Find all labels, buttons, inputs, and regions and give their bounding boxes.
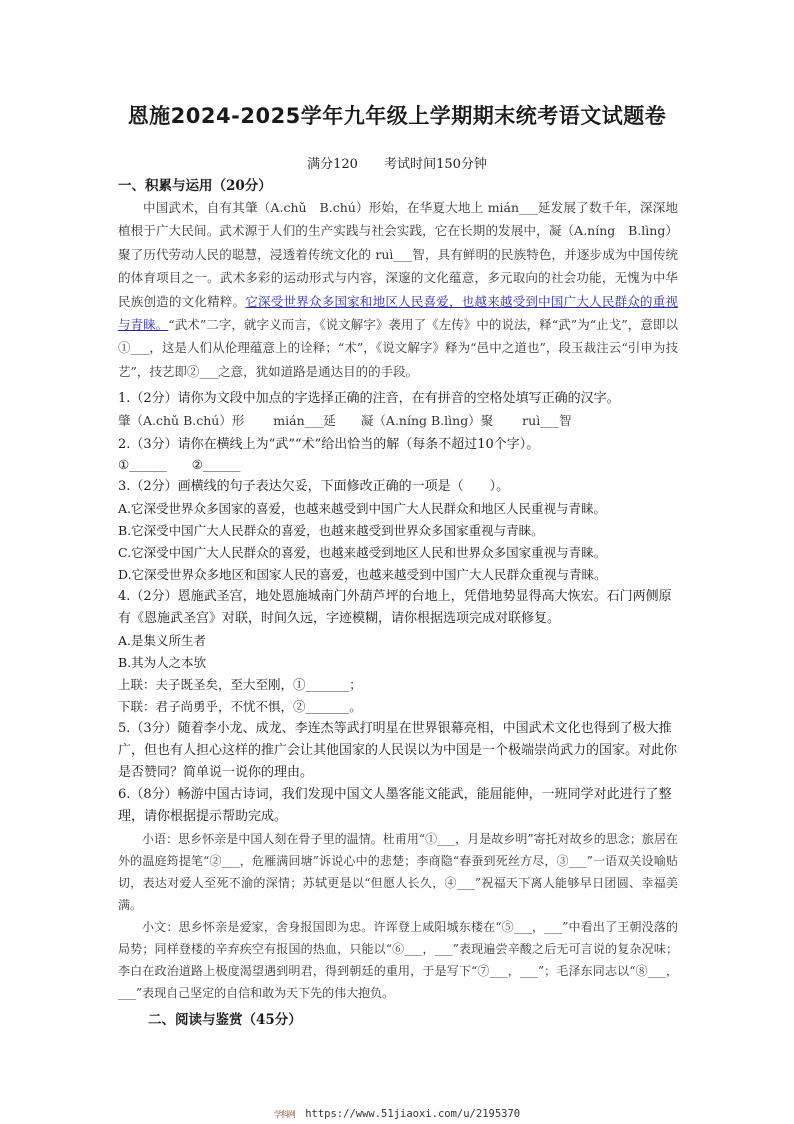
question-4-option-b: B.其为人之本欤	[118, 655, 207, 670]
question-3-option-c: C.它深受中国广大人民群众的喜爱，也越来越受到地区人民和世界众多国家重视与青睐。	[118, 545, 607, 560]
couplet-upper-line: 上联：夫子既圣矣，至大至刚，①_______；	[118, 677, 362, 692]
exam-time: 考试时间150分钟	[384, 157, 487, 172]
reading-passage	[118, 196, 678, 383]
question-2: 2.（3分）请你在横线上为“武”“术”给出恰当的解（每条不超过10个字）。	[118, 437, 540, 452]
couplet-lower-line: 下联：君子尚勇乎，不忧不惧，②_______。	[118, 699, 362, 714]
question-1-items: 肇（A.chǔ B.chú）形 mián___延 凝（A.níng B.lìng）聚 ruì___智	[118, 413, 572, 428]
question-3-option-b: B.它深受中国广大人民群众的喜爱，也越来越受到世界众多国家重视与青睐。	[118, 523, 544, 538]
full-score: 满分120	[307, 157, 358, 172]
exam-meta	[0, 153, 794, 172]
question-6-xiaoyu: 小语：思乡怀亲是中国人刻在骨子里的温情。杜甫用“①___，月是故乡明”寄托对故乡的思念；旅居在外的温庭筠提笔“②___，危雁满回塘”诉说心中的悲楚；李商隐“春蚕到死丝方尽，③___”一语双关设喻贴切，表达对爱人至死不渝的深情；苏轼更是以“但愿人长久，④___”祝福天下离人能够早日团圆、幸福美满。	[118, 832, 678, 912]
question-3-option-d: D.它深受世界众多地区和国家人民的喜爱，也越来越受到中国广大人民群众重视与青睐。	[118, 567, 607, 582]
question-6-xiaowen: 小文：思乡怀亲是爱家，舍身报国即为忠。许诨登上咸阳城东楼在“⑤___，___”中看出了王朝没落的局势；同样登楼的辛弃疾空有报国的热血，只能以“⑥___，___”表现遍尝辛酸之后无可言说的复杂况味；李白在政治道路上极度渴望遇到明君，得到朝廷的重用，于是写下“⑦___，___”；毛泽东同志以“⑧___，___”表现自己坚定的自信和敢为天下先的伟大抱负。	[118, 920, 678, 1000]
passage-part-1: 中国武术，自有其肇（A.chǔ B.chú）形始，在华夏大地上 mián___延发展了数千年，深深地植根于广大民间。武术源于人们的生产实践与社会实践，它在长期的发展中，凝（A.níng B.lìng）聚了历代劳动人民的聪慧，浸透着传统文化的 ruì___智，具有鲜明的民族特色，并逐步成为中国传统的体育项目之一。武术多彩的运动形式与内容，深邃的文化蕴意，多元取向的社会功能，无愧为中华民族创造的文化精粹。	[118, 200, 678, 309]
footer-logo: 学科网	[273, 1110, 295, 1119]
page-title: 恩施2024-2025学年九年级上学期期末统考语文试题卷	[127, 104, 667, 128]
section-1-heading: 一、积累与运用（20分）	[118, 178, 272, 194]
question-5: 5.（3分）随着李小龙、成龙、李连杰等武打明星在世界银幕亮相，中国武术文化也得到了极大推广，但也有人担心这样的推广会让其他国家的人民误以为中国是一个极端崇尚武力的国家。对此你是否赞同？简单说一说你的理由。	[118, 721, 678, 780]
passage-part-2: “武术”二字，就字义而言，《说文解字》袭用了《左传》中的说法，释“武”为“止戈”，意即以①___，这是人们从伦理蕴意上的诠释；“术”，《说文解字》释为“邑中之道也”，段玉裁注云“引申为技艺”，技艺即②___之意，犹如道路是通达目的的手段。	[118, 317, 678, 379]
question-2-blanks: ①______ ②______	[118, 457, 241, 472]
question-3-option-a: A.它深受世界众多国家的喜爱，也越来越受到中国广大人民群众和地区人民重视与青睐。	[118, 501, 607, 516]
question-1: 1.（2分）请你为文段中加点的字选择正确的注音，在有拼音的空格处填写正确的汉字。	[118, 391, 620, 406]
question-3: 3.（2分）画横线的句子表达欠妥，下面修改正确的一项是（ ）。	[118, 479, 510, 494]
question-4: 4.（2分）恩施武圣宫，地处恩施城南门外葫芦坪的台地上，凭借地势显得高大恢宏。石门两侧原有《恩施武圣宫》对联，时间久远，字迹模糊，请你根据选项完成对联修复。	[118, 589, 672, 626]
question-6: 6.（8分）畅游中国古诗词，我们发现中国文人墨客能文能武，能屈能伸，一班同学对此进行了整理，请你根据提示帮助完成。	[118, 787, 672, 824]
section-2-heading: 二、阅读与鉴赏（45分）	[148, 1012, 302, 1028]
question-4-option-a: A.是集义所生者	[118, 633, 207, 648]
footer-url[interactable]: https://www.51jiaoxi.com/u/2195370	[305, 1108, 521, 1120]
footer	[0, 1108, 794, 1120]
underlined-sentence: 它深受世界众多国家和地区人民喜爱，也越来越受到中国广大人民群众的重视与青睐。	[118, 293, 678, 333]
